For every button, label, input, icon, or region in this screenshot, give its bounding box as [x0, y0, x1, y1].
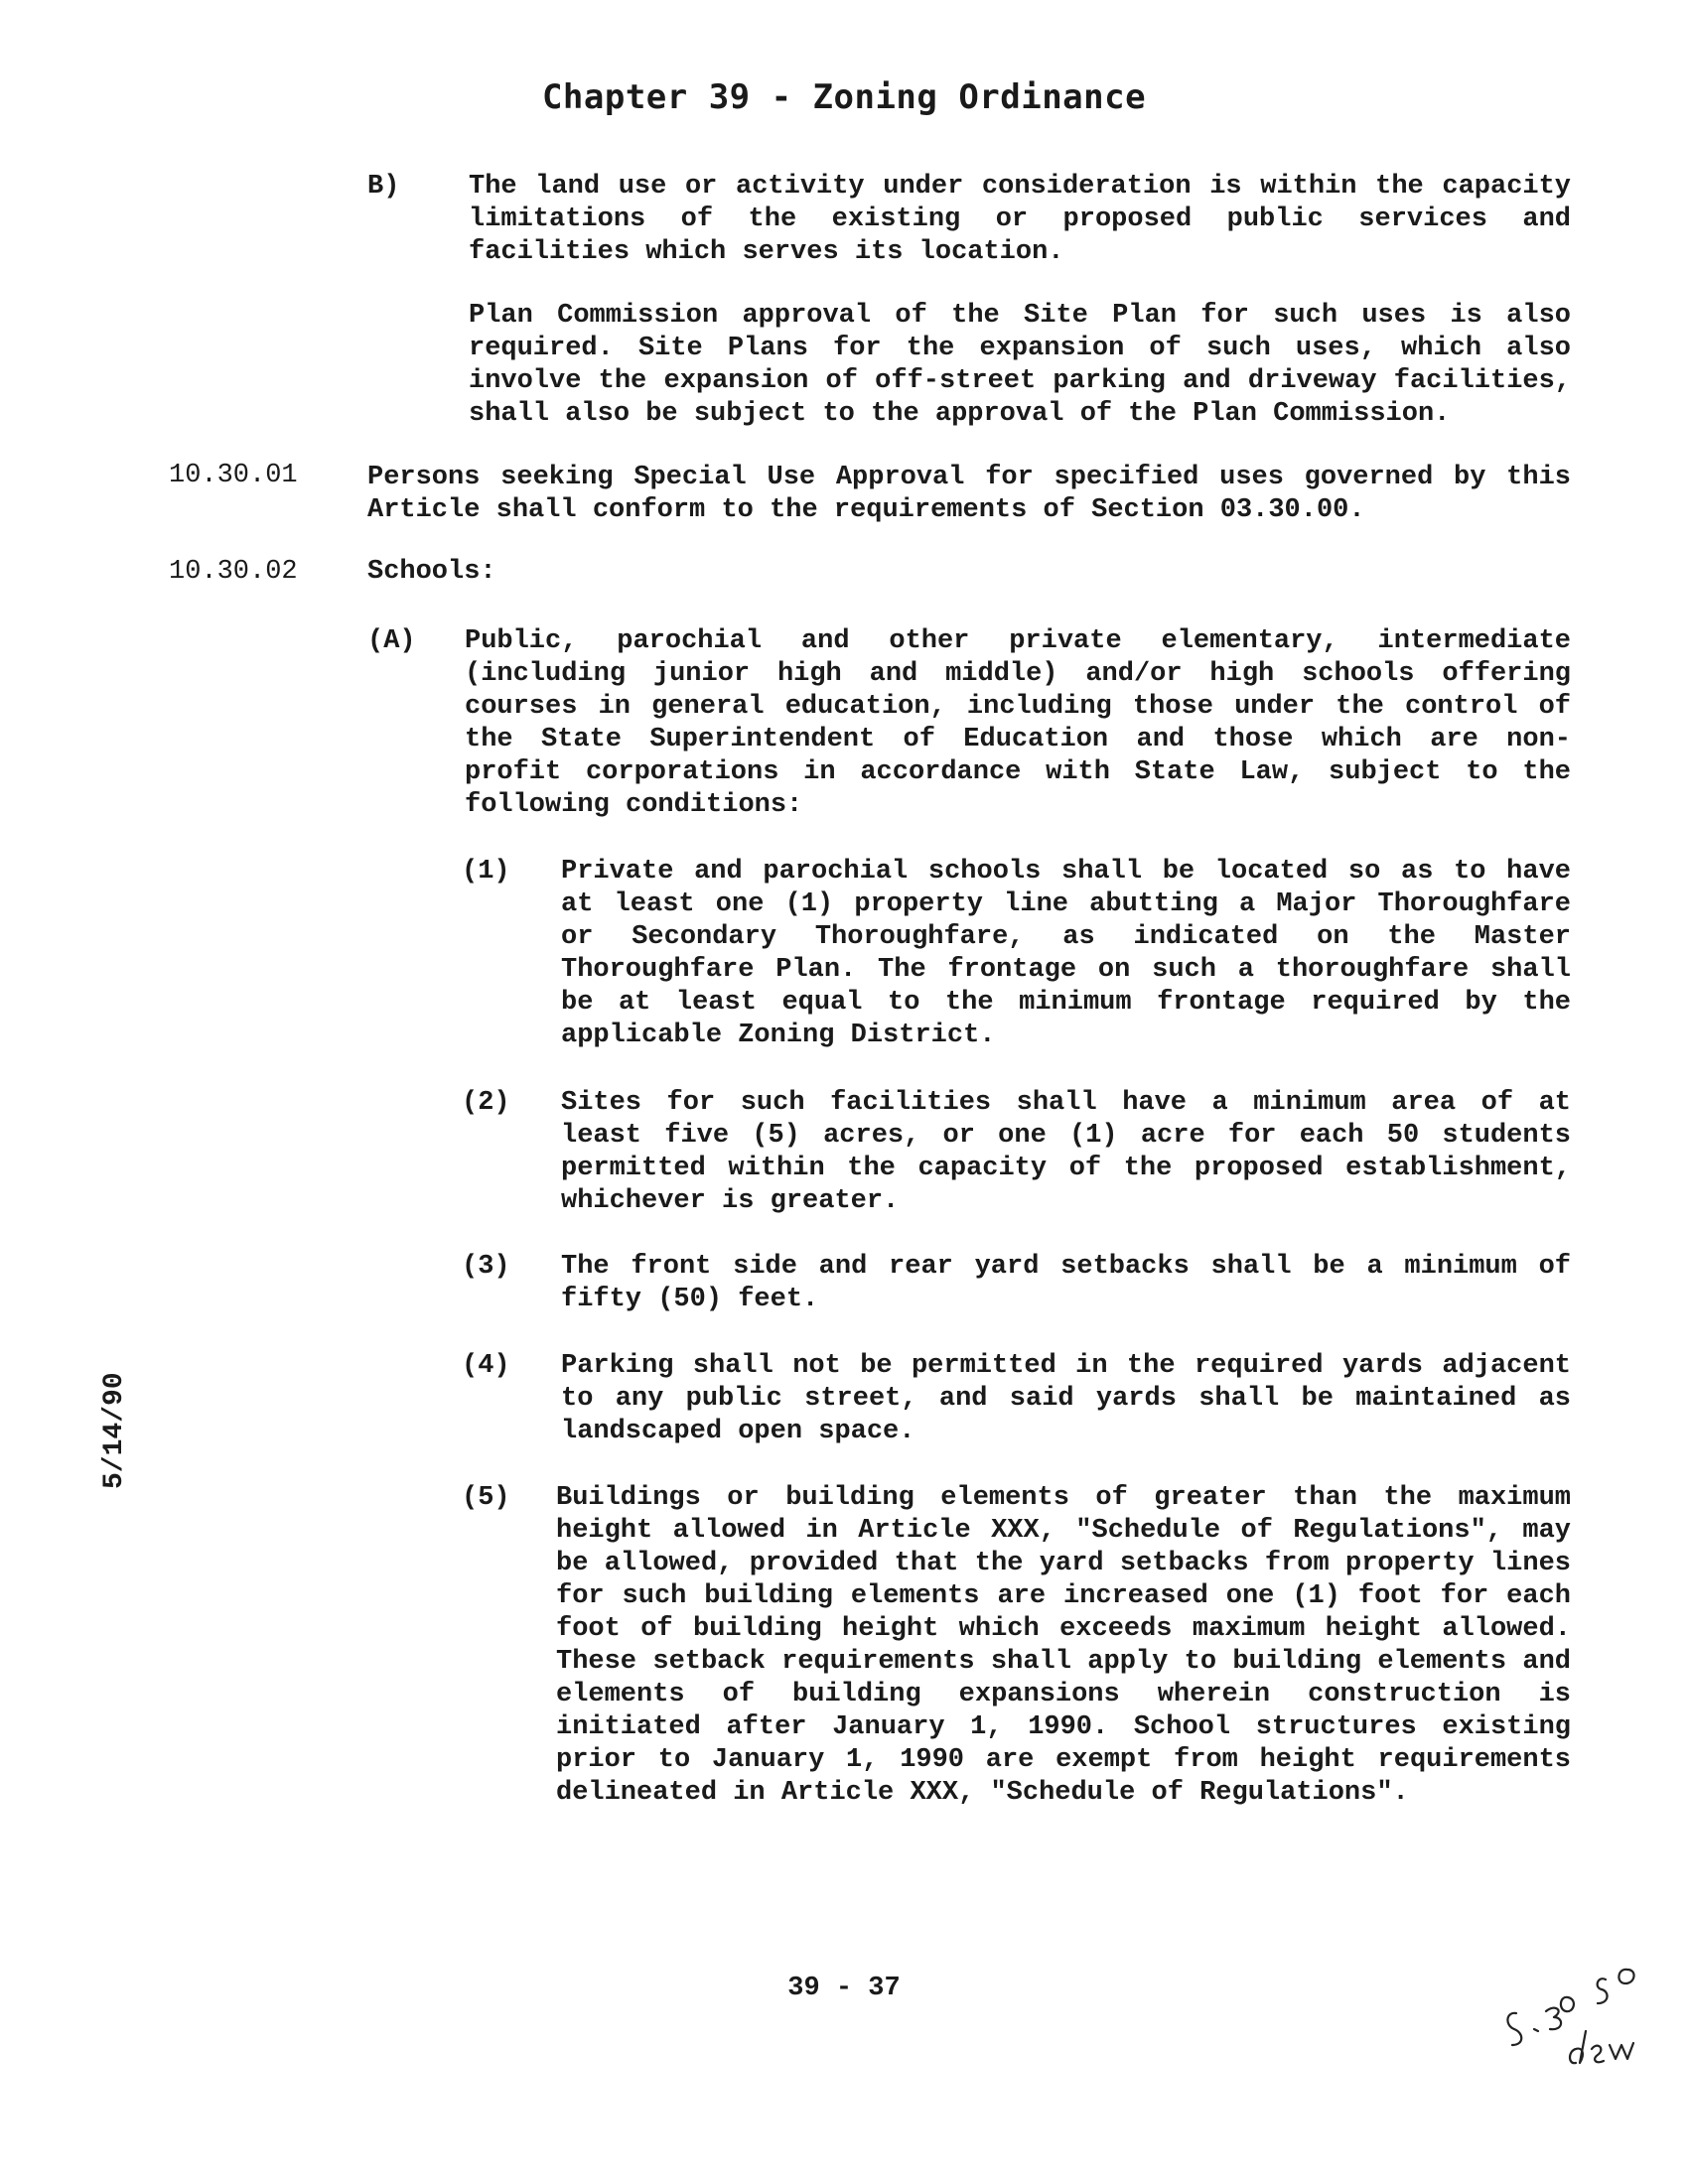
margin-revision-date: 5/14/90: [99, 1372, 130, 1489]
item-a-label: (A): [367, 626, 416, 656]
condition-1-text: Private and parochial schools shall be located so as to have at least one (1) property line abutting a Major Thoroughfare or Secondary Thoroughfare, as indicated on the Master Thoroughfare Plan. The frontage on such a thoroughfare shall be at least equal to the minimum frontage required by the applicable Zoning District.: [561, 857, 1571, 1050]
condition-2-text: Sites for such facilities shall have a minimum area of at least five (5) acres, or one (1) acre for each 50 students permitted within the capacity of the proposed establishment, whichever is greater.: [561, 1088, 1571, 1216]
condition-4-text: Parking shall not be permitted in the required yards adjacent to any public street, and said yards shall be maintained as landscaped open space.: [561, 1351, 1571, 1446]
item-b-text: The land use or activity under consideration is within the capacity limitations of the existing or proposed public services and facilities which serves its location.: [469, 172, 1571, 267]
handwritten-signature: [1494, 1946, 1663, 2085]
condition-5-text: Buildings or building elements of greater than the maximum height allowed in Article XXX, "Schedule of Regulations", may be allowed, provided that the yard setbacks from property lines for such building elements are increased one (1) foot for each foot of building height which exceeds maximum height allowed. These setback requirements shall apply to building elements and elements of building expansions wherein construction is initiated after January 1, 1990. School structures existing prior to January 1, 1990 are exempt from height requirements delineated in Article XXX, "Schedule of Regulations".: [556, 1483, 1571, 1808]
condition-3-label: (3): [462, 1252, 510, 1282]
section-10-30-02-title: Schools:: [367, 557, 496, 587]
section-number-10-30-02: 10.30.02: [169, 557, 298, 587]
item-a-text: Public, parochial and other private elementary, intermediate (including junior high and middle) and/or high schools offering courses in general education, including those under the control of the State Superintendent of Education and those which are non- profit corporations in accordance with State Law, subject to the following conditions:: [465, 626, 1571, 820]
condition-4-label: (4): [462, 1351, 510, 1381]
condition-2-label: (2): [462, 1088, 510, 1118]
item-b-label: B): [367, 172, 400, 202]
section-number-10-30-01: 10.30.01: [169, 461, 298, 490]
condition-5-label: (5): [462, 1483, 510, 1513]
page-number: 39 - 37: [787, 1974, 901, 2003]
condition-1-label: (1): [462, 857, 510, 887]
page-header-title: Chapter 39 - Zoning Ordinance: [541, 77, 1147, 117]
section-10-30-01-text: Persons seeking Special Use Approval for specified uses governed by this Article shall conform to the requirements of Section 03.30.00.: [367, 463, 1571, 525]
condition-3-text: The front side and rear yard setbacks shall be a minimum of fifty (50) feet.: [561, 1252, 1571, 1314]
item-b-paragraph-2: Plan Commission approval of the Site Plan for such uses is also required. Site Plans for the expansion of such uses, which also involve the expansion of off-street parking and driveway facilities, shall also be subject to the approval of the Plan Commission.: [469, 301, 1571, 429]
